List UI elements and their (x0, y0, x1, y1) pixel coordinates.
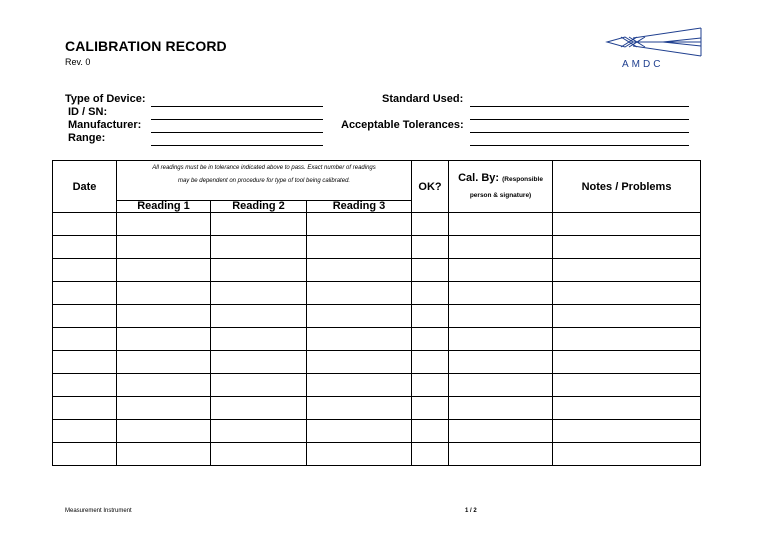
reading-2-cell[interactable] (211, 282, 307, 305)
reading-3-header: Reading 3 (307, 201, 412, 213)
date-cell[interactable] (53, 282, 117, 305)
range-label: Range: (68, 132, 106, 144)
reading-2-cell[interactable] (211, 213, 307, 236)
notes-cell[interactable] (553, 351, 701, 374)
cal-by-cell[interactable] (449, 420, 553, 443)
notes-cell[interactable] (553, 236, 701, 259)
acceptable-tolerances-label: Acceptable Tolerances: (341, 119, 464, 131)
reading-1-cell[interactable] (117, 259, 211, 282)
ok-cell[interactable] (412, 259, 449, 282)
reading-3-cell[interactable] (307, 397, 412, 420)
table-row (53, 236, 701, 259)
ok-cell[interactable] (412, 328, 449, 351)
page-title: CALIBRATION RECORD (65, 38, 227, 54)
date-cell[interactable] (53, 305, 117, 328)
reading-1-cell[interactable] (117, 282, 211, 305)
footer-document-name: Measurement Instrument (65, 508, 132, 514)
reading-2-cell[interactable] (211, 443, 307, 466)
reading-3-cell[interactable] (307, 443, 412, 466)
reading-1-cell[interactable] (117, 420, 211, 443)
notes-cell[interactable] (553, 259, 701, 282)
cal-by-cell[interactable] (449, 397, 553, 420)
acceptable-tolerances-field[interactable] (470, 132, 689, 133)
reading-1-cell[interactable] (117, 305, 211, 328)
type-of-device-label: Type of Device: (65, 93, 146, 105)
standard-used-field[interactable] (470, 106, 689, 107)
reading-2-cell[interactable] (211, 236, 307, 259)
date-cell[interactable] (53, 259, 117, 282)
ok-cell[interactable] (412, 397, 449, 420)
ok-cell[interactable] (412, 213, 449, 236)
cal-by-cell[interactable] (449, 305, 553, 328)
cal-by-header (449, 161, 553, 213)
table-header-row (53, 161, 701, 191)
date-cell[interactable] (53, 397, 117, 420)
ok-cell[interactable] (412, 236, 449, 259)
cal-by-label: Cal. By: (458, 171, 500, 184)
id-sn-label: ID / SN: (68, 106, 108, 118)
date-cell[interactable] (53, 236, 117, 259)
notes-cell[interactable] (553, 443, 701, 466)
standard-used-field-2[interactable] (470, 119, 689, 120)
instructions-line-1: All readings must be in tolerance indicated above to pass. Exact number of readings (152, 165, 376, 171)
readings-instructions (117, 161, 412, 191)
notes-cell[interactable] (553, 305, 701, 328)
logo-text: AMDC (622, 59, 664, 70)
table-row (53, 213, 701, 236)
reading-2-cell[interactable] (211, 374, 307, 397)
reading-3-cell[interactable] (307, 351, 412, 374)
date-cell[interactable] (53, 374, 117, 397)
manufacturer-label: Manufacturer: (68, 119, 142, 131)
ok-cell[interactable] (412, 305, 449, 328)
reading-3-cell[interactable] (307, 282, 412, 305)
date-header: Date (53, 161, 117, 213)
manufacturer-field[interactable] (151, 132, 323, 133)
notes-cell[interactable] (553, 397, 701, 420)
reading-1-header: Reading 1 (117, 201, 211, 213)
id-sn-field[interactable] (151, 119, 323, 120)
cal-by-cell[interactable] (449, 213, 553, 236)
date-cell[interactable] (53, 443, 117, 466)
ok-cell[interactable] (412, 282, 449, 305)
notes-cell[interactable] (553, 374, 701, 397)
reading-3-cell[interactable] (307, 213, 412, 236)
acceptable-tolerances-field-2[interactable] (470, 145, 689, 146)
ok-cell[interactable] (412, 420, 449, 443)
cal-by-cell[interactable] (449, 443, 553, 466)
ok-cell[interactable] (412, 351, 449, 374)
table-row (53, 305, 701, 328)
notes-cell[interactable] (553, 328, 701, 351)
table-row (53, 420, 701, 443)
notes-header: Notes / Problems (553, 161, 701, 213)
reading-1-cell[interactable] (117, 443, 211, 466)
instructions-spacer (117, 190, 412, 201)
cal-by-cell[interactable] (449, 328, 553, 351)
notes-cell[interactable] (553, 282, 701, 305)
ok-header: OK? (412, 161, 449, 213)
cal-by-sub-2: person & signature) (469, 191, 532, 199)
cal-by-cell[interactable] (449, 351, 553, 374)
table-row (53, 282, 701, 305)
ok-cell[interactable] (412, 443, 449, 466)
footer-page-number: 1 / 2 (465, 508, 477, 514)
calibration-table (52, 160, 701, 466)
reading-1-cell[interactable] (117, 328, 211, 351)
reading-3-cell[interactable] (307, 374, 412, 397)
cal-by-cell[interactable] (449, 236, 553, 259)
cal-by-sub-1: (Responsible (502, 175, 543, 183)
notes-cell[interactable] (553, 213, 701, 236)
date-cell[interactable] (53, 351, 117, 374)
table-row (53, 351, 701, 374)
reading-3-cell[interactable] (307, 259, 412, 282)
reading-2-cell[interactable] (211, 420, 307, 443)
reading-2-cell[interactable] (211, 328, 307, 351)
cal-by-cell[interactable] (449, 259, 553, 282)
reading-1-cell[interactable] (117, 213, 211, 236)
table-row (53, 259, 701, 282)
reading-2-cell[interactable] (211, 351, 307, 374)
reading-3-cell[interactable] (307, 236, 412, 259)
reading-1-cell[interactable] (117, 351, 211, 374)
reading-2-cell[interactable] (211, 305, 307, 328)
reading-1-cell[interactable] (117, 374, 211, 397)
reading-2-cell[interactable] (211, 259, 307, 282)
reading-3-cell[interactable] (307, 328, 412, 351)
reading-2-cell[interactable] (211, 397, 307, 420)
type-of-device-field[interactable] (151, 106, 323, 107)
table-row (53, 374, 701, 397)
revision-label: Rev. 0 (65, 57, 91, 67)
reading-2-header: Reading 2 (211, 201, 307, 213)
table-row (53, 443, 701, 466)
date-cell[interactable] (53, 328, 117, 351)
cal-by-cell[interactable] (449, 374, 553, 397)
table-row (53, 397, 701, 420)
cal-by-cell[interactable] (449, 282, 553, 305)
standard-used-label: Standard Used: (382, 93, 464, 105)
date-cell[interactable] (53, 420, 117, 443)
table-row (53, 328, 701, 351)
instructions-line-2: may be dependent on procedure for type of tool being calibrated. (177, 178, 351, 184)
date-cell[interactable] (53, 213, 117, 236)
range-field[interactable] (151, 145, 323, 146)
reading-3-cell[interactable] (307, 420, 412, 443)
ok-cell[interactable] (412, 374, 449, 397)
notes-cell[interactable] (553, 420, 701, 443)
reading-1-cell[interactable] (117, 236, 211, 259)
reading-1-cell[interactable] (117, 397, 211, 420)
reading-3-cell[interactable] (307, 305, 412, 328)
